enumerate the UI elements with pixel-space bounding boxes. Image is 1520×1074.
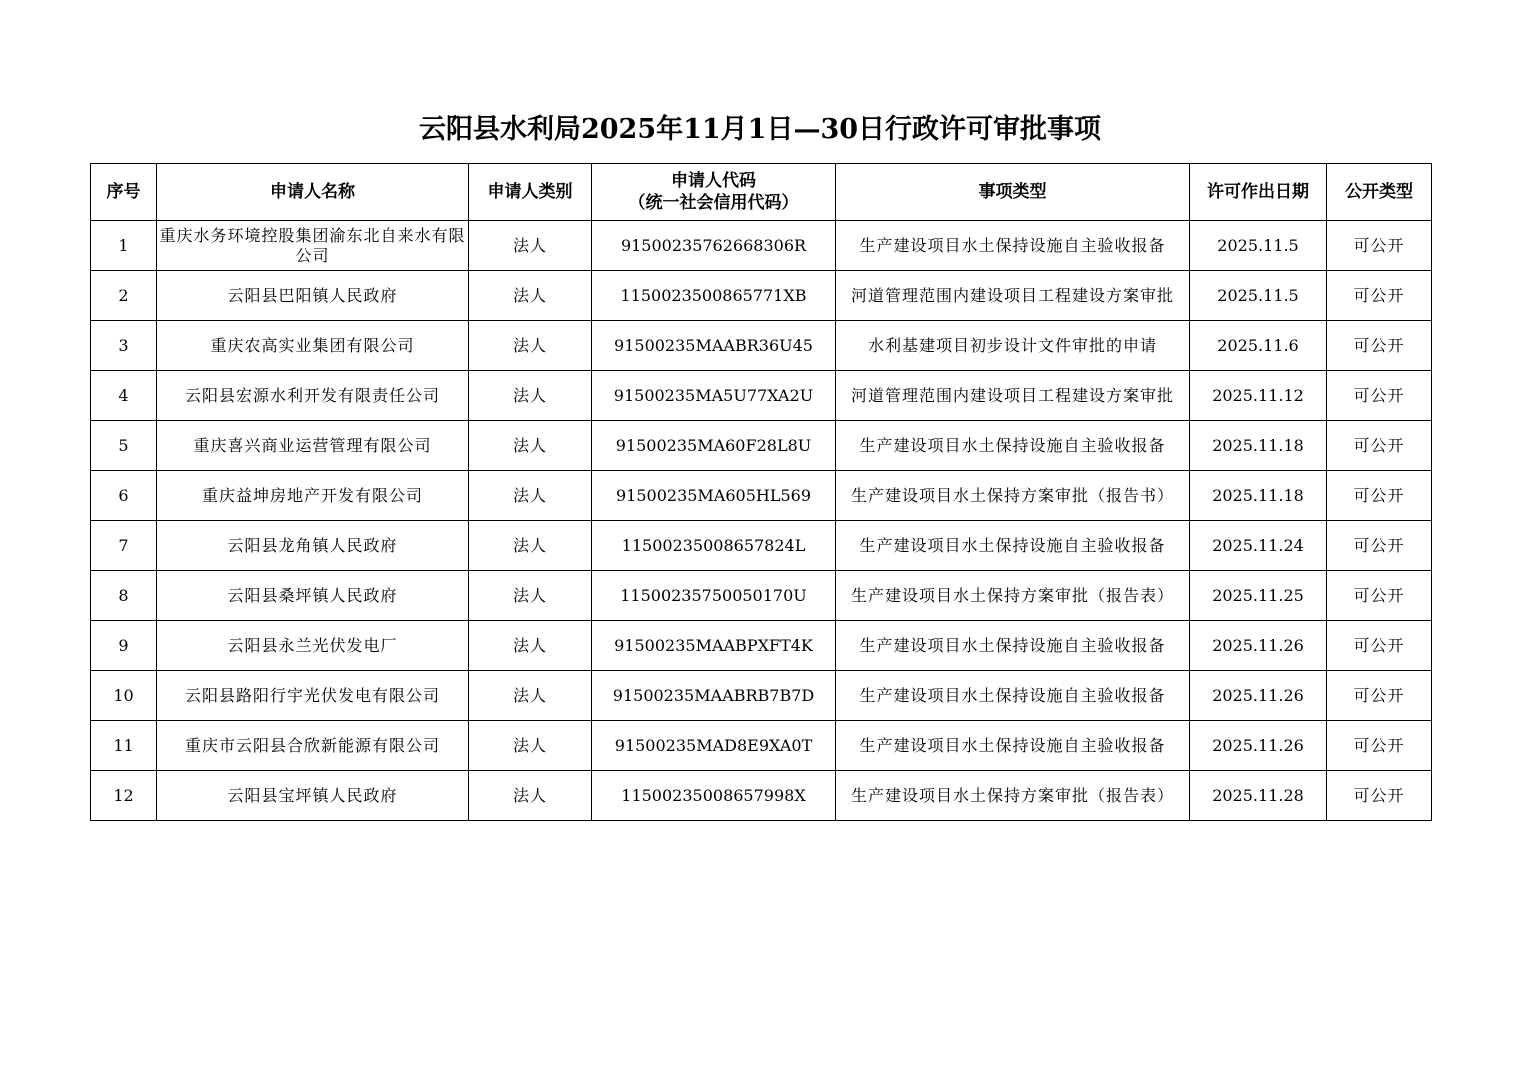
cell-permit-date: 2025.11.18: [1190, 421, 1327, 471]
cell-no: 7: [91, 521, 157, 571]
cell-credit-code: 91500235MAABRB7B7D: [592, 671, 836, 721]
cell-no: 3: [91, 321, 157, 371]
cell-permit-date: 2025.11.24: [1190, 521, 1327, 571]
cell-credit-code: 91500235MAABR36U45: [592, 321, 836, 371]
cell-applicant-category: 法人: [469, 371, 592, 421]
cell-applicant-name: 云阳县桑坪镇人民政府: [157, 571, 469, 621]
cell-applicant-name: 云阳县巴阳镇人民政府: [157, 271, 469, 321]
table-row: [91, 421, 1432, 471]
cell-applicant-category: 法人: [469, 421, 592, 471]
table-row: [91, 771, 1432, 821]
cell-open-type: 可公开: [1327, 321, 1432, 371]
cell-no: 9: [91, 621, 157, 671]
cell-item-type: 生产建设项目水土保持设施自主验收报备: [836, 521, 1190, 571]
cell-permit-date: 2025.11.18: [1190, 471, 1327, 521]
cell-credit-code: 11500235750050170U: [592, 571, 836, 621]
cell-applicant-name: 重庆市云阳县合欣新能源有限公司: [157, 721, 469, 771]
table-row: [91, 521, 1432, 571]
cell-open-type: 可公开: [1327, 621, 1432, 671]
header-open: 公开类型: [1327, 164, 1432, 221]
cell-applicant-name: 重庆益坤房地产开发有限公司: [157, 471, 469, 521]
table-row: [91, 671, 1432, 721]
cell-open-type: 可公开: [1327, 371, 1432, 421]
cell-applicant-category: 法人: [469, 321, 592, 371]
table-row: [91, 271, 1432, 321]
header-no: 序号: [91, 164, 157, 221]
cell-item-type: 生产建设项目水土保持设施自主验收报备: [836, 621, 1190, 671]
cell-applicant-name: 云阳县宝坪镇人民政府: [157, 771, 469, 821]
table-row: [91, 571, 1432, 621]
cell-no: 2: [91, 271, 157, 321]
cell-item-type: 生产建设项目水土保持设施自主验收报备: [836, 721, 1190, 771]
cell-permit-date: 2025.11.5: [1190, 221, 1327, 271]
cell-credit-code: 91500235MA605HL569: [592, 471, 836, 521]
cell-item-type: 生产建设项目水土保持设施自主验收报备: [836, 671, 1190, 721]
cell-open-type: 可公开: [1327, 421, 1432, 471]
cell-no: 10: [91, 671, 157, 721]
cell-permit-date: 2025.11.28: [1190, 771, 1327, 821]
cell-permit-date: 2025.11.26: [1190, 721, 1327, 771]
cell-credit-code: 11500235008657998X: [592, 771, 836, 821]
cell-applicant-category: 法人: [469, 721, 592, 771]
cell-credit-code: 91500235MA5U77XA2U: [592, 371, 836, 421]
cell-applicant-name: 云阳县宏源水利开发有限责任公司: [157, 371, 469, 421]
header-code-line2: （统一社会信用代码）: [628, 193, 799, 213]
table-row: [91, 371, 1432, 421]
page-title: 云阳县水利局2025年11月1日—30日行政许可审批事项: [418, 114, 1102, 145]
cell-item-type: 生产建设项目水土保持方案审批（报告表）: [836, 771, 1190, 821]
cell-open-type: 可公开: [1327, 721, 1432, 771]
header-code-line1: 申请人代码: [671, 171, 756, 191]
cell-item-type: 生产建设项目水土保持设施自主验收报备: [836, 421, 1190, 471]
table-header-row: [91, 164, 1432, 221]
cell-item-type: 生产建设项目水土保持方案审批（报告表）: [836, 571, 1190, 621]
cell-permit-date: 2025.11.26: [1190, 671, 1327, 721]
cell-permit-date: 2025.11.12: [1190, 371, 1327, 421]
cell-applicant-name: 重庆农高实业集团有限公司: [157, 321, 469, 371]
cell-permit-date: 2025.11.26: [1190, 621, 1327, 671]
cell-no: 4: [91, 371, 157, 421]
cell-permit-date: 2025.11.25: [1190, 571, 1327, 621]
cell-open-type: 可公开: [1327, 221, 1432, 271]
cell-credit-code: 91500235MAD8E9XA0T: [592, 721, 836, 771]
cell-applicant-category: 法人: [469, 521, 592, 571]
cell-credit-code: 1150023500865771XB: [592, 271, 836, 321]
cell-permit-date: 2025.11.6: [1190, 321, 1327, 371]
table-row: [91, 621, 1432, 671]
cell-item-type: 河道管理范围内建设项目工程建设方案审批: [836, 271, 1190, 321]
header-category: 申请人类别: [469, 164, 592, 221]
cell-open-type: 可公开: [1327, 571, 1432, 621]
cell-applicant-category: 法人: [469, 621, 592, 671]
cell-open-type: 可公开: [1327, 771, 1432, 821]
table-row: [91, 221, 1432, 271]
cell-no: 11: [91, 721, 157, 771]
cell-applicant-category: 法人: [469, 221, 592, 271]
cell-item-type: 生产建设项目水土保持设施自主验收报备: [836, 221, 1190, 271]
cell-permit-date: 2025.11.5: [1190, 271, 1327, 321]
cell-applicant-category: 法人: [469, 571, 592, 621]
cell-applicant-name: 重庆水务环境控股集团渝东北自来水有限公司: [157, 221, 469, 271]
cell-no: 6: [91, 471, 157, 521]
cell-no: 12: [91, 771, 157, 821]
table-body: [91, 221, 1432, 821]
cell-applicant-category: 法人: [469, 671, 592, 721]
cell-open-type: 可公开: [1327, 471, 1432, 521]
cell-applicant-category: 法人: [469, 471, 592, 521]
cell-no: 8: [91, 571, 157, 621]
header-code: [592, 164, 836, 221]
table-row: [91, 471, 1432, 521]
cell-credit-code: 91500235MAABPXFT4K: [592, 621, 836, 671]
cell-open-type: 可公开: [1327, 521, 1432, 571]
cell-item-type: 水利基建项目初步设计文件审批的申请: [836, 321, 1190, 371]
cell-credit-code: 91500235MA60F28L8U: [592, 421, 836, 471]
cell-applicant-name: 重庆喜兴商业运营管理有限公司: [157, 421, 469, 471]
cell-applicant-name: 云阳县永兰光伏发电厂: [157, 621, 469, 671]
cell-open-type: 可公开: [1327, 271, 1432, 321]
cell-applicant-name: 云阳县路阳行宇光伏发电有限公司: [157, 671, 469, 721]
header-date: 许可作出日期: [1190, 164, 1327, 221]
cell-item-type: 生产建设项目水土保持方案审批（报告书）: [836, 471, 1190, 521]
table-row: [91, 321, 1432, 371]
cell-applicant-name: 云阳县龙角镇人民政府: [157, 521, 469, 571]
table-row: [91, 721, 1432, 771]
cell-applicant-category: 法人: [469, 771, 592, 821]
header-name: 申请人名称: [157, 164, 469, 221]
cell-no: 5: [91, 421, 157, 471]
cell-no: 1: [91, 221, 157, 271]
cell-credit-code: 91500235762668306R: [592, 221, 836, 271]
cell-credit-code: 11500235008657824L: [592, 521, 836, 571]
cell-applicant-category: 法人: [469, 271, 592, 321]
header-type: 事项类型: [836, 164, 1190, 221]
cell-item-type: 河道管理范围内建设项目工程建设方案审批: [836, 371, 1190, 421]
cell-open-type: 可公开: [1327, 671, 1432, 721]
permit-table: [90, 163, 1432, 821]
